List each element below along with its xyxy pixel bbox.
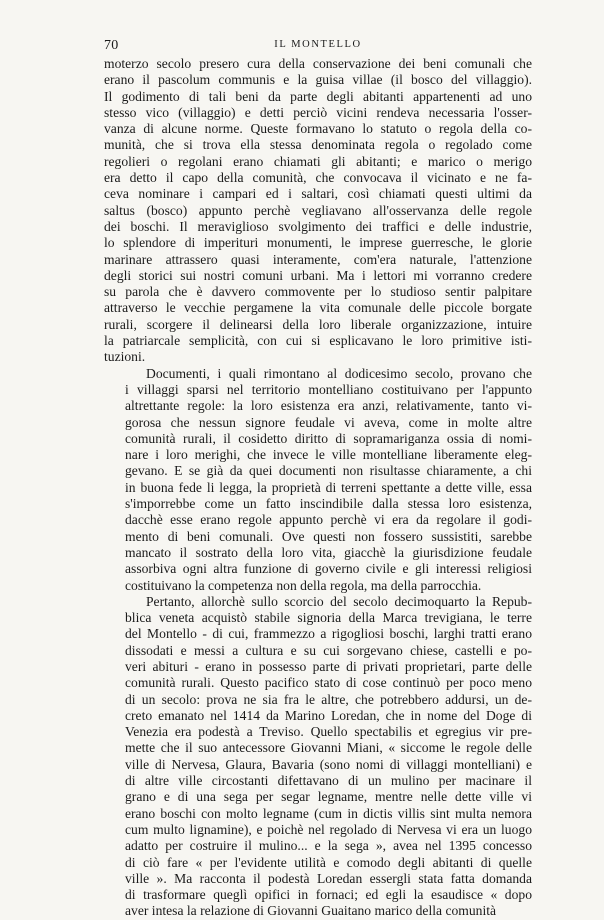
text-line: Pertanto, allorchè sullo scorcio del secolo decimoquarto la Repub-: [146, 593, 532, 609]
text-line: Il godimento di tali beni da parte degli abitanti appartenenti ad uno: [104, 88, 532, 104]
text-line: ceva nominare i campari ed i saltari, così chiamati questi ultimi da: [104, 186, 532, 202]
text-line: di un secolo: prova ne sia fra le altre, che potrebbero addursi, un de-: [125, 691, 532, 707]
text-line: mento di beni comunali. Ove questi non fossero sussistiti, sarebbe: [125, 528, 532, 544]
text-line: assorbiva ogni altra funzione di governo civile e gli interessi religiosi: [125, 561, 532, 577]
text-line: rurali, scorgere il delinearsi della loro liberale organizzazione, intuire: [104, 316, 532, 332]
text-line: veri abituri - erano in possesso parte di privati proprietari, parte delle: [125, 658, 532, 674]
text-line: attraverso le vecchie pergamene la vita comunale delle piccole borgate: [104, 300, 532, 316]
text-line: vanza di alcune norme. Queste formavano lo statuto o regola della co-: [104, 121, 532, 137]
text-line: era detto il capo della comunità, che convocava il vicinato e ne fa-: [104, 170, 532, 186]
text-line: costituivano la competenza non della regola, ma della parrocchia.: [125, 577, 482, 593]
running-head: IL MONTELLO: [274, 39, 362, 50]
text-line: dacchè esse erano regole appunto perchè vi era da regolare il godi-: [125, 512, 532, 528]
text-line: tuzioni.: [104, 349, 146, 365]
text-line: altrettante regole: la loro esistenza era anzi, relativamente, tanto vi-: [125, 398, 532, 414]
text-line: blica veneta acquistò stabile signoria della Marca trevigiana, le terre: [125, 610, 532, 626]
text-line: di altre ville circostanti difettavano di un mulino per macinare il: [125, 773, 532, 789]
text-line: gevano. E se già da quei documenti non risultasse chiaramente, a chi: [125, 463, 532, 479]
text-line: stesso vico (villaggio) e detti perciò vicini rendeva necessaria l'osser-: [104, 104, 532, 120]
text-line: di ciò fare « per l'evidente utilità e comodo degli abitanti di quelle: [125, 854, 532, 870]
text-line: in buona fede li legga, la proprietà di terreni spettante a dette ville, essa: [125, 479, 532, 495]
text-line: nare i loro merighi, che invece le ville montelliane liberamente eleg-: [125, 447, 532, 463]
text-line: Venezia era podestà a Treviso. Quello spectabilis et egregius vir pre-: [125, 724, 532, 740]
text-line: Documenti, i quali rimontano al dodicesimo secolo, provano che: [146, 365, 532, 381]
text-line: grano e di una sega per segar legname, mentre nelle dette ville vi: [125, 789, 532, 805]
text-line: la patriarcale semplicità, con cui si esplicavano le loro primitive isti-: [104, 333, 532, 349]
text-line: dei boschi. Il meraviglioso svolgimento dei traffici e delle industrie,: [104, 218, 532, 234]
paragraph: [104, 594, 532, 920]
text-line: regolieri o regolani erano chiamati gli abitanti; e marico o merigo: [104, 153, 532, 169]
text-line: erano boschi con molto legname (cum in dictis villis sint multa nemora: [125, 805, 532, 821]
text-line: erano il pascolum communis e la guisa villae (il bosco del villaggio).: [104, 72, 532, 88]
body-text: [104, 56, 532, 920]
paragraph: [104, 366, 532, 594]
text-line: aver intesa la relazione di Giovanni Guaitano marico della comunità: [125, 903, 497, 919]
text-line: comunità rurali. Questo pacifico stato di cose continuò per poco meno: [125, 675, 532, 691]
text-line: mancato il sostrato della loro vita, giacchè la giurisdizione feudale: [125, 544, 532, 560]
text-line: ville di Nervesa, Glaura, Bavaria (sono nomi di villaggi montelliani) e: [125, 756, 532, 772]
text-line: di trasformare queglì opifici in fornaci; ed egli la esaudisce « dopo: [125, 887, 532, 903]
text-line: mette che il suo antecessore Giovanni Miani, « siccome le regole delle: [125, 740, 532, 756]
text-line: ville ». Ma racconta il podestà Loredan essergli stata fatta domanda: [125, 870, 532, 886]
text-line: i villaggi sparsi nel territorio montelliano costituivano per l'appunto: [125, 381, 532, 397]
text-line: lo splendore di imperituri monumenti, le imprese guerresche, le glorie: [104, 235, 532, 251]
text-line: saltus (bosco) appunto perchè vegliavano all'osservanza delle regole: [104, 202, 532, 218]
paragraph: [104, 56, 532, 366]
text-line: gorosa che nessun signore feudale vi aveva, come in molte altre: [125, 414, 532, 430]
page-number: 70: [104, 38, 119, 53]
text-line: marinare attrassero quasi interamente, com'era naturale, l'attenzione: [104, 251, 532, 267]
page-header: [104, 38, 532, 54]
text-line: degli storici sui nostri comuni urbani. Ma i lettori mi vorranno credere: [104, 267, 532, 283]
text-line: su parola che è davvero commovente per lo studioso sentir palpitare: [104, 284, 532, 300]
text-line: creto emanato nel 1414 da Marino Loredan, che in nome del Doge di: [125, 707, 532, 723]
text-line: comunità rurali, il cosidetto diritto di sopramariganza ossia di nomi-: [125, 430, 532, 446]
text-line: dissodati e messi a cultura e su cui sorgevano chiese, castelli e po-: [125, 642, 532, 658]
text-line: s'imporrebbe come un fatto inscindibile dalla stessa loro esistenza,: [125, 496, 532, 512]
text-line: adatto per costruire il mulino... e la sega », avea nel 1395 concesso: [125, 838, 532, 854]
text-line: moterzo secolo presero cura della conservazione dei beni comunali che: [104, 56, 532, 71]
text-line: cum multo lignamine), e poichè nel regolado di Nervesa vi era un luogo: [125, 821, 532, 837]
text-line: del Montello - di cui, frammezzo a rigogliosi boschi, larghi tratti erano: [125, 626, 532, 642]
text-line: munità, che si trova ella stessa denominata regola o regolado come: [104, 137, 532, 153]
